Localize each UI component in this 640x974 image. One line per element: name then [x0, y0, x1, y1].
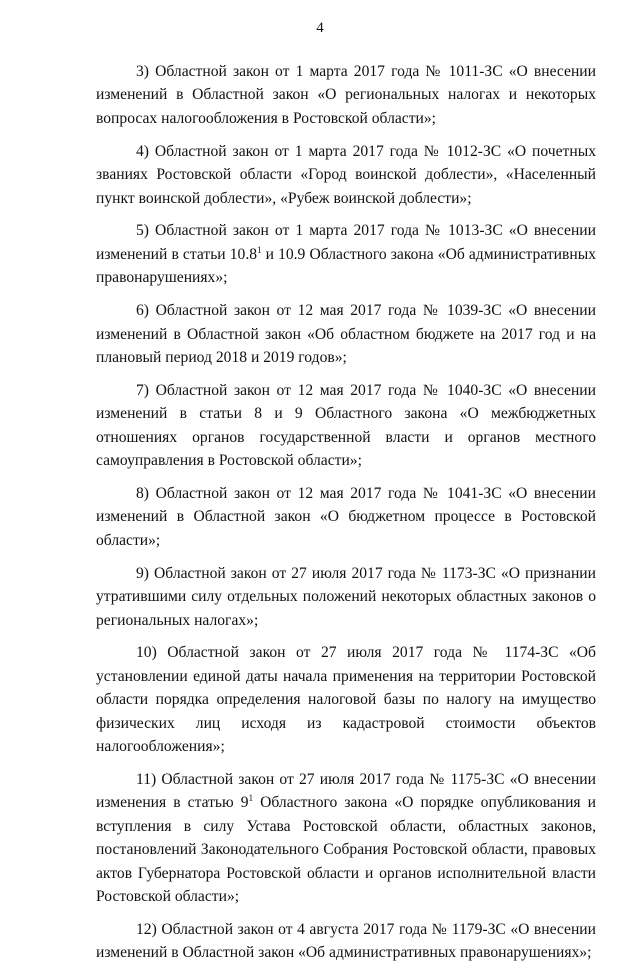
list-item-5 — [96, 219, 596, 289]
list-item-text: 7) Областной закон от 12 мая 2017 года № 1040-ЗС «О внесении изменений в статьи 8 и 9 Областного закона «О межбюджетных отношениях органов государственной власти и органов местного самоуправления в Ростовской области»; — [96, 381, 596, 470]
list-item-9 — [96, 562, 596, 632]
list-item-3 — [96, 60, 596, 130]
list-item-7 — [96, 379, 596, 473]
list-item-text: 5) Областной закон от 1 марта 2017 года № 1013-ЗС «О внесении изменений в статьи 10.8 — [96, 222, 596, 263]
list-item-text: 6) Областной закон от 12 мая 2017 года № 1039-ЗС «О внесении изменений в Областной закон «Об областном бюджете на 2017 год и на плановый период 2018 и 2019 годов»; — [96, 302, 596, 366]
superscript: 1 — [257, 244, 262, 255]
superscript: 1 — [248, 793, 254, 804]
list-item-text: 9) Областной закон от 27 июля 2017 года № 1173-ЗС «О признании утратившими силу отдельных положений некоторых областных законов о региональных налогах»; — [96, 564, 596, 629]
document-body — [96, 60, 596, 974]
list-item-text: 4) Областной закон от 1 марта 2017 года № 1012-ЗС «О почетных званиях Ростовской области «Город воинской доблести», «Населенный пункт воинской доблести», «Рубеж воинской доблести»; — [96, 142, 596, 207]
list-item-text: 3) Областной закон от 1 марта 2017 года № 1011-ЗС «О внесении изменений в Областной закон «О региональных налогах и некоторых вопросах налогообложения в Ростовской области»; — [96, 63, 596, 127]
list-item-4 — [96, 140, 596, 210]
list-item-6 — [96, 299, 596, 369]
list-item-text: Областного закона «О порядке опубликования и вступления в силу Устава Ростовской области, областных законов, постановлений Законодательного Собрания Ростовской области, правовых актов Губернатора Ростовской области и органов исполнительной власти Ростовской области»; — [96, 794, 597, 905]
list-item-12 — [96, 918, 596, 965]
list-item-text: 10) Областной закон от 27 июля 2017 года № 1174-ЗС «Об установлении единой даты начала применения на территории Ростовской области порядка определения налоговой базы по налогу на имущество физических лиц исходя из кадастровой стоимости объектов налогообложения»; — [96, 644, 596, 756]
list-item-text: 8) Областной закон от 12 мая 2017 года № 1041-ЗС «О внесении изменений в Областной закон «О бюджетном процессе в Ростовской области»; — [96, 485, 596, 549]
list-item-text: 11) Областной закон от 27 июля 2017 года № 1175-ЗС «О внесении изменения в статью 9 — [96, 770, 596, 812]
list-item-text: 12) Областной закон от 4 августа 2017 года № 1179-ЗС «О внесении изменений в Областной закон «Об административных правонарушениях»; — [96, 920, 596, 962]
page-number: 4 — [316, 20, 324, 36]
list-item-11 — [96, 768, 596, 908]
list-item-8 — [96, 482, 596, 552]
list-item-text: и 10.9 Областного закона «Об административных правонарушениях»; — [96, 245, 596, 287]
list-item-10 — [96, 641, 596, 758]
